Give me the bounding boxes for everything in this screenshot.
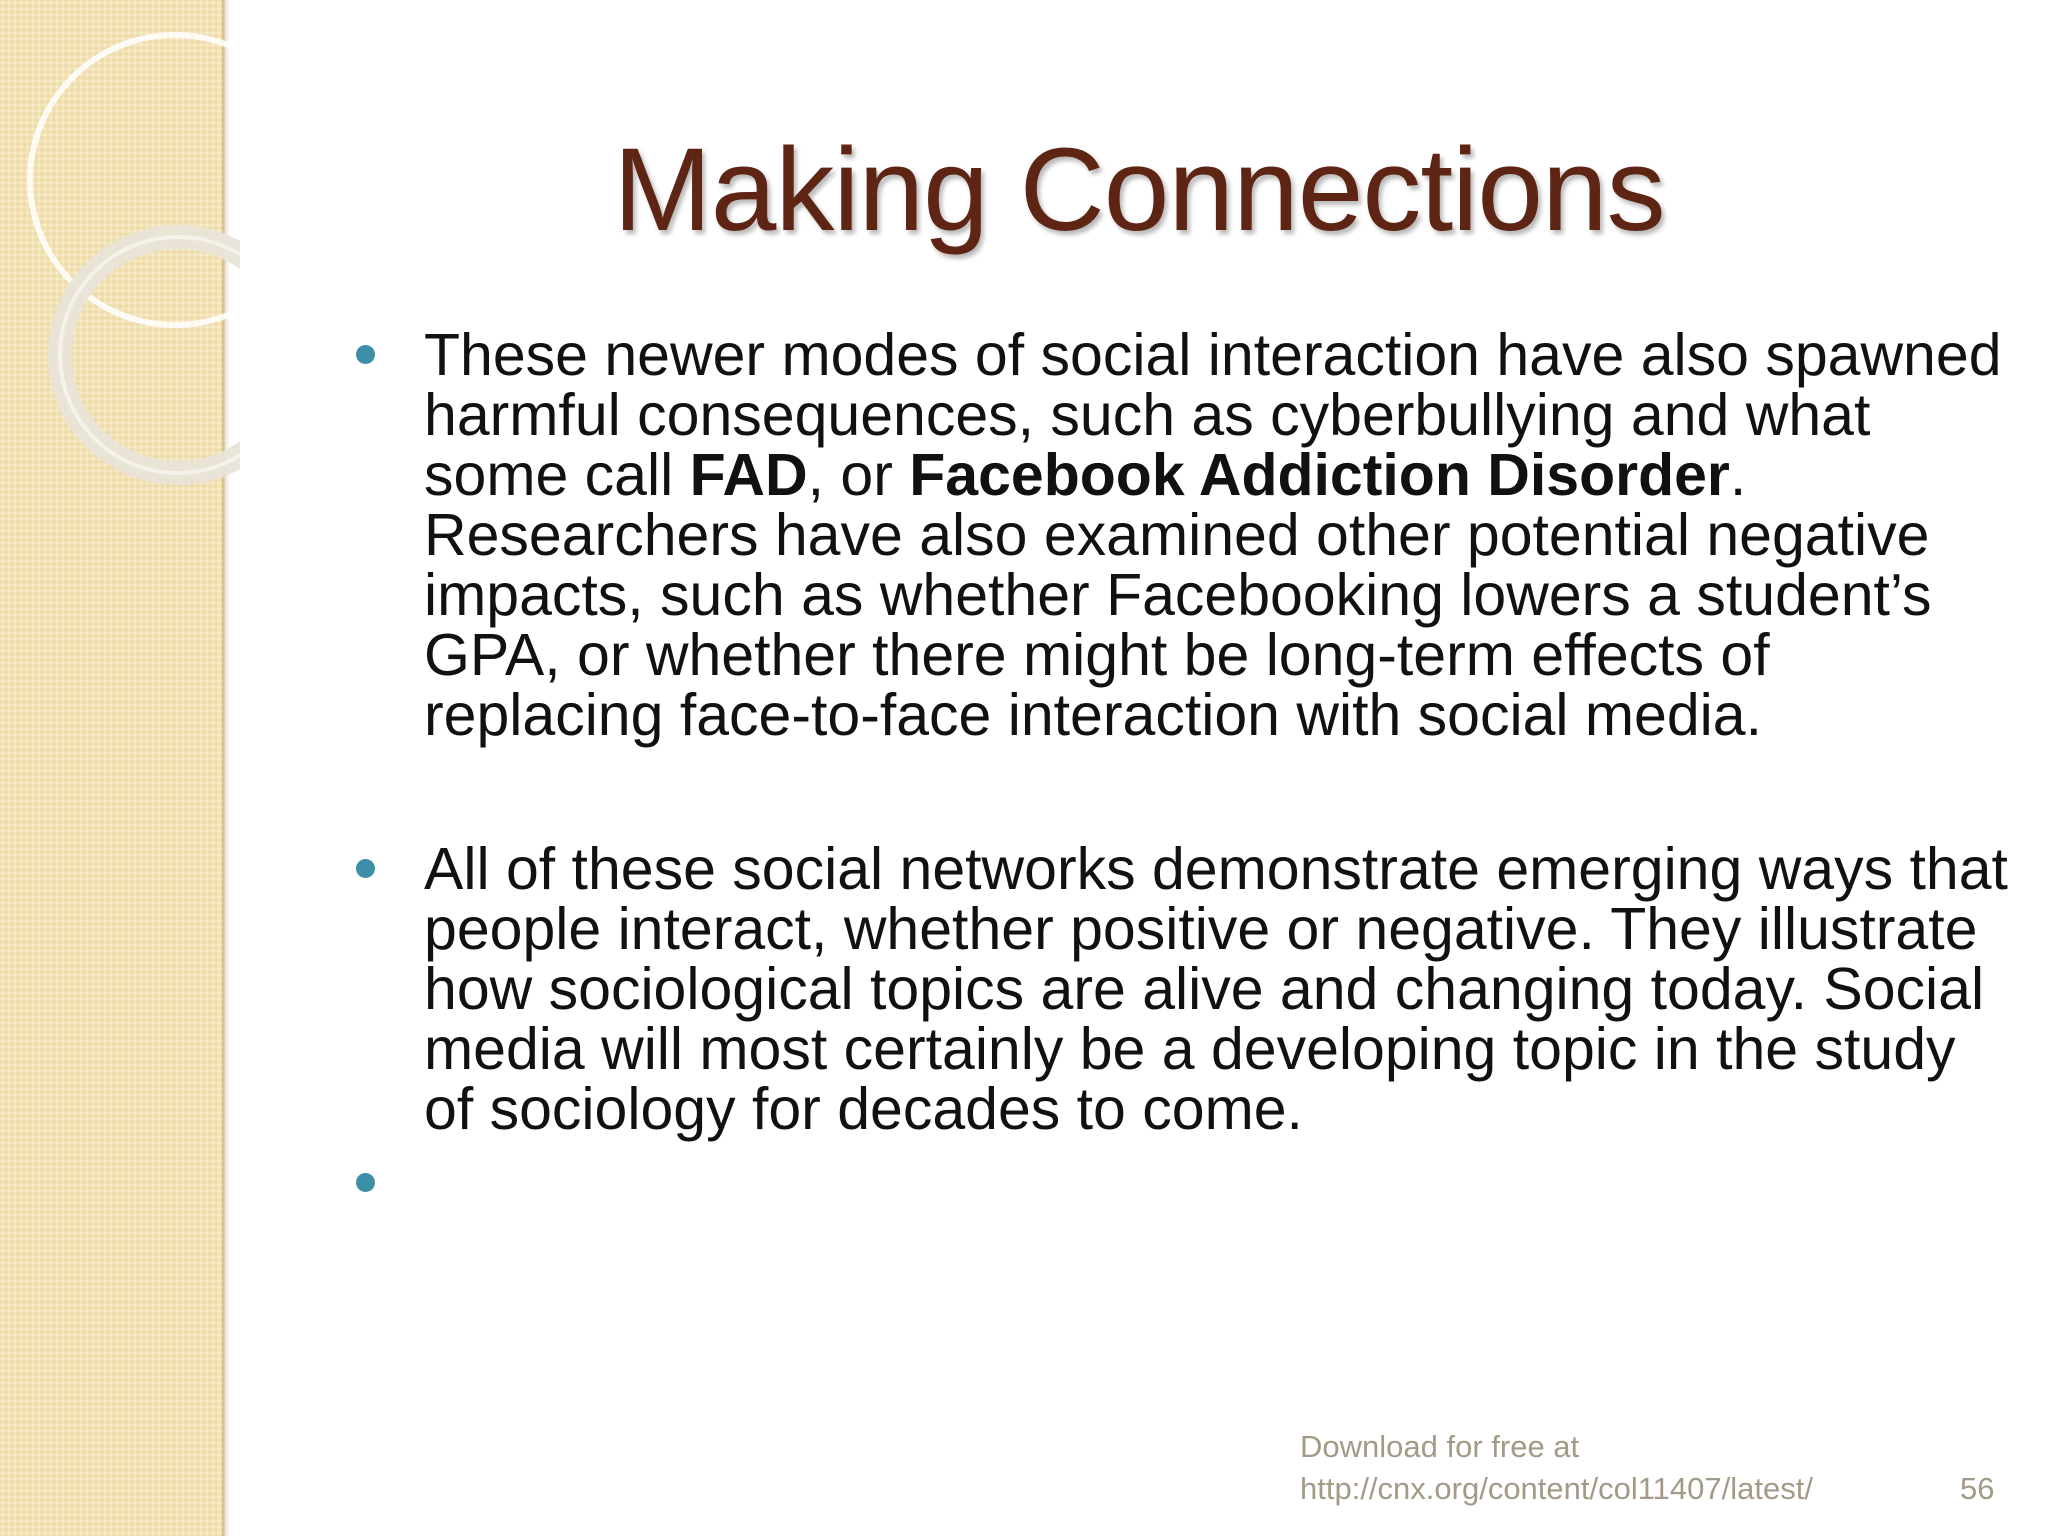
bold-term-facebook-addiction-disorder: Facebook Addiction Disorder bbox=[909, 442, 1730, 508]
decorative-circles-graphic bbox=[0, 0, 240, 520]
source-attribution bbox=[1300, 1426, 1813, 1510]
source-url: http://cnx.org/content/col11407/latest/ bbox=[1300, 1471, 1813, 1506]
bullet-list bbox=[358, 322, 2018, 1227]
bullet-item bbox=[358, 836, 2018, 1142]
bullet-dot-icon bbox=[356, 1173, 375, 1192]
bullet-text-part: , or bbox=[807, 442, 910, 508]
bullet-text-part: These newer modes of social interaction have also spawned harmful consequences, such as cyberbullying and what some call bbox=[424, 322, 2002, 508]
bullet-text: All of these social networks demonstrate emerging ways that people interact, whether positive or negative. They illustrate how sociological topics are alive and changing today. Social media will most certainly be a developing topic in the study of sociology for decades to come. bbox=[424, 836, 2008, 1142]
bullet-text-part: . Researchers have also examined other potential negative impacts, such as whether Facebooking lowers a student’s GPA, or whether there might be long-term effects of replacing face-to-face interaction with social media. bbox=[424, 442, 1932, 748]
bullet-item bbox=[358, 322, 2018, 748]
bullet-item-empty bbox=[358, 1167, 2018, 1227]
bullet-dot-icon bbox=[356, 345, 375, 364]
bullet-dot-icon bbox=[356, 859, 375, 878]
slide-number: 56 bbox=[1960, 1471, 1995, 1506]
slide-title: Making Connections bbox=[613, 124, 1665, 256]
bold-term-fad: FAD bbox=[689, 442, 808, 508]
source-line: Download for free at bbox=[1300, 1429, 1580, 1464]
bullet-text bbox=[424, 322, 2018, 748]
